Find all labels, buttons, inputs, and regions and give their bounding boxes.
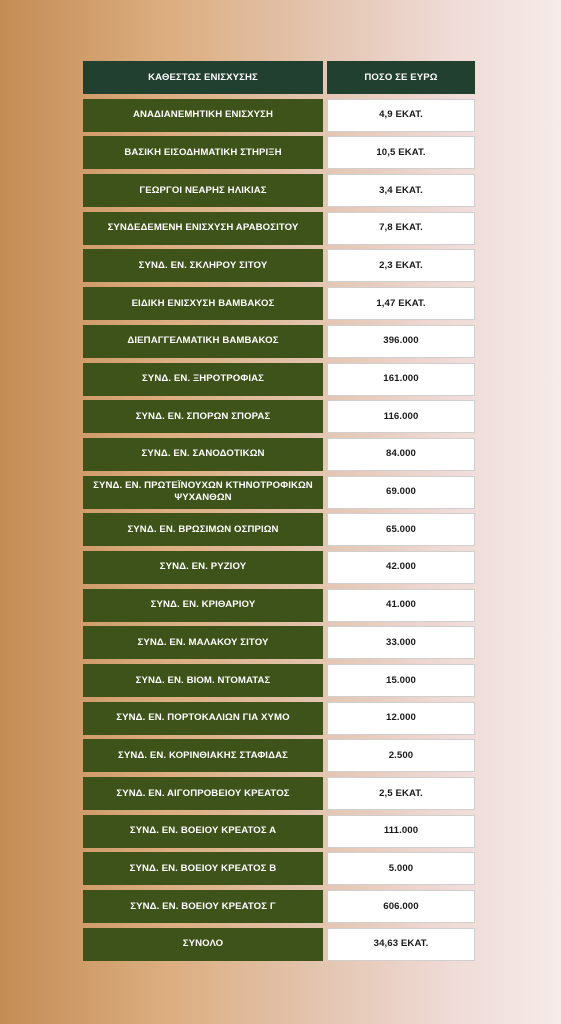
- row-label: ΣΥΝΔΕΔΕΜΕΝΗ ΕΝΙΣΧΥΣΗ ΑΡΑΒΟΣΙΤΟΥ: [83, 212, 323, 245]
- table-row: [83, 136, 475, 169]
- table-row: [83, 626, 475, 659]
- table-row: [83, 551, 475, 584]
- row-label: ΣΥΝΔ. ΕΝ. ΒΙΟΜ. ΝΤΟΜΑΤΑΣ: [83, 664, 323, 697]
- row-value: 3,4 ΕΚΑΤ.: [327, 174, 475, 207]
- row-value: 34,63 ΕΚΑΤ.: [327, 928, 475, 961]
- table-row: [83, 815, 475, 848]
- row-value: 41.000: [327, 589, 475, 622]
- row-label: ΣΥΝΔ. ΕΝ. ΒΟΕΙΟΥ ΚΡΕΑΤΟΣ Α: [83, 815, 323, 848]
- row-value: 2,5 ΕΚΑΤ.: [327, 777, 475, 810]
- row-value: 12.000: [327, 702, 475, 735]
- row-label: ΣΥΝΔ. ΕΝ. ΒΟΕΙΟΥ ΚΡΕΑΤΟΣ Β: [83, 852, 323, 885]
- row-value: 42.000: [327, 551, 475, 584]
- row-label: ΣΥΝΔ. ΕΝ. ΣΠΟΡΩΝ ΣΠΟΡΑΣ: [83, 400, 323, 433]
- row-label: ΣΥΝΔ. ΕΝ. ΠΡΩΤΕΪΝΟΥΧΩΝ ΚΤΗΝΟΤΡΟΦΙΚΩΝ ΨΥΧΑΝΘΩΝ: [83, 476, 323, 509]
- row-value: 4,9 ΕΚΑΤ.: [327, 99, 475, 132]
- row-label: ΣΥΝΔ. ΕΝ. ΚΡΙΘΑΡΙΟΥ: [83, 589, 323, 622]
- row-value: 2.500: [327, 739, 475, 772]
- row-value: 396.000: [327, 325, 475, 358]
- row-value: 1,47 ΕΚΑΤ.: [327, 287, 475, 320]
- table-row: [83, 363, 475, 396]
- table-row: [83, 287, 475, 320]
- table-row: [83, 174, 475, 207]
- table-row: [83, 852, 475, 885]
- row-value: 15.000: [327, 664, 475, 697]
- table-header-row: [83, 61, 475, 94]
- table-body: [83, 99, 475, 961]
- table-row: [83, 890, 475, 923]
- row-label: ΒΑΣΙΚΗ ΕΙΣΟΔΗΜΑΤΙΚΗ ΣΤΗΡΙΞΗ: [83, 136, 323, 169]
- row-value: 5.000: [327, 852, 475, 885]
- table-row: [83, 212, 475, 245]
- row-value: 161.000: [327, 363, 475, 396]
- table-row: [83, 664, 475, 697]
- table-row: [83, 325, 475, 358]
- subsidy-table: [83, 61, 475, 966]
- table-row: [83, 438, 475, 471]
- row-label: ΣΥΝΔ. ΕΝ. ΑΙΓΟΠΡΟΒΕΙΟΥ ΚΡΕΑΤΟΣ: [83, 777, 323, 810]
- row-label: ΣΥΝΔ. ΕΝ. ΒΟΕΙΟΥ ΚΡΕΑΤΟΣ Γ: [83, 890, 323, 923]
- row-label: ΔΙΕΠΑΓΓΕΛΜΑΤΙΚΗ ΒΑΜΒΑΚΟΣ: [83, 325, 323, 358]
- row-label: ΣΥΝΔ. ΕΝ. ΞΗΡΟΤΡΟΦΙΑΣ: [83, 363, 323, 396]
- row-value: 7,8 ΕΚΑΤ.: [327, 212, 475, 245]
- table-row: [83, 777, 475, 810]
- table-row: [83, 928, 475, 961]
- row-label: ΣΥΝΟΛΟ: [83, 928, 323, 961]
- row-label: ΑΝΑΔΙΑΝΕΜΗΤΙΚΗ ΕΝΙΣΧΥΣΗ: [83, 99, 323, 132]
- table-row: [83, 400, 475, 433]
- row-value: 10,5 ΕΚΑΤ.: [327, 136, 475, 169]
- row-label: ΣΥΝΔ. ΕΝ. ΣΑΝΟΔΟΤΙΚΩΝ: [83, 438, 323, 471]
- row-value: 33.000: [327, 626, 475, 659]
- row-value: 116.000: [327, 400, 475, 433]
- row-label: ΕΙΔΙΚΗ ΕΝΙΣΧΥΣΗ ΒΑΜΒΑΚΟΣ: [83, 287, 323, 320]
- row-label: ΣΥΝΔ. ΕΝ. ΒΡΩΣΙΜΩΝ ΟΣΠΡΙΩΝ: [83, 513, 323, 546]
- row-label: ΣΥΝΔ. ΕΝ. ΚΟΡΙΝΘΙΑΚΗΣ ΣΤΑΦΙΔΑΣ: [83, 739, 323, 772]
- row-value: 111.000: [327, 815, 475, 848]
- row-value: 65.000: [327, 513, 475, 546]
- row-label: ΣΥΝΔ. ΕΝ. ΜΑΛΑΚΟΥ ΣΙΤΟΥ: [83, 626, 323, 659]
- row-value: 606.000: [327, 890, 475, 923]
- table-row: [83, 99, 475, 132]
- row-label: ΣΥΝΔ. ΕΝ. ΡΥΖΙΟΥ: [83, 551, 323, 584]
- header-status: ΚΑΘΕΣΤΩΣ ΕΝΙΣΧΥΣΗΣ: [83, 61, 323, 94]
- row-label: ΣΥΝΔ. ΕΝ. ΣΚΛΗΡΟΥ ΣΙΤΟΥ: [83, 249, 323, 282]
- table-row: [83, 476, 475, 509]
- row-value: 2,3 ΕΚΑΤ.: [327, 249, 475, 282]
- row-value: 69.000: [327, 476, 475, 509]
- header-amount: ΠΟΣΟ ΣΕ ΕΥΡΩ: [327, 61, 475, 94]
- table-row: [83, 589, 475, 622]
- table-row: [83, 513, 475, 546]
- table-row: [83, 739, 475, 772]
- table-row: [83, 702, 475, 735]
- row-label: ΓΕΩΡΓΟΙ ΝΕΑΡΗΣ ΗΛΙΚΙΑΣ: [83, 174, 323, 207]
- table-row: [83, 249, 475, 282]
- row-value: 84.000: [327, 438, 475, 471]
- row-label: ΣΥΝΔ. ΕΝ. ΠΟΡΤΟΚΑΛΙΩΝ ΓΙΑ ΧΥΜΟ: [83, 702, 323, 735]
